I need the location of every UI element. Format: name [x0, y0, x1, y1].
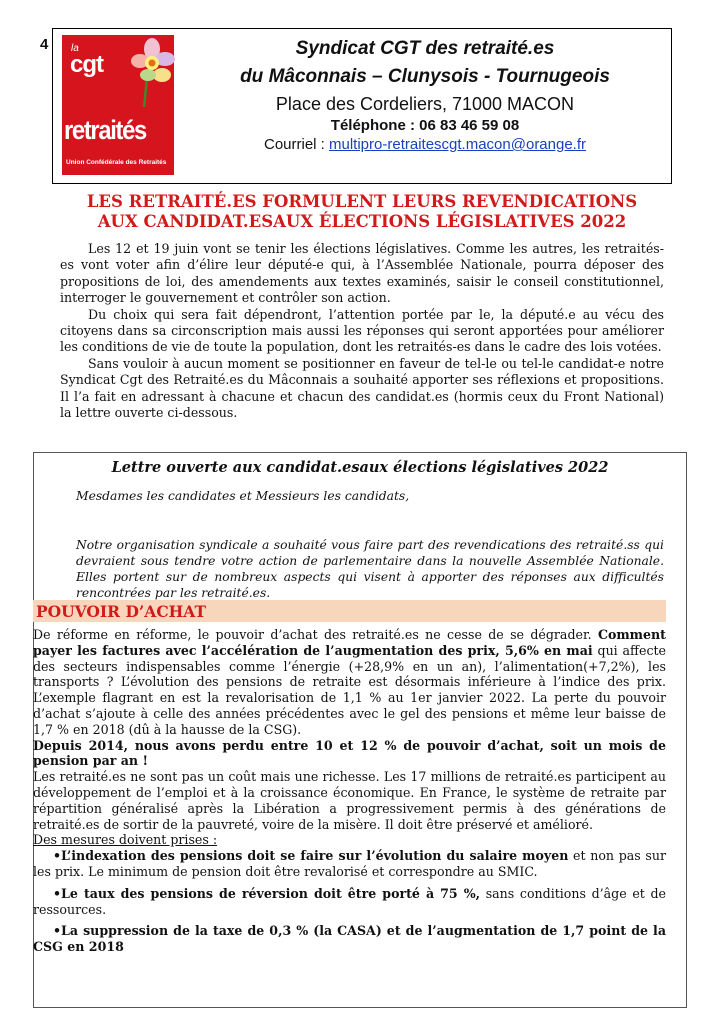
- measure-bullet-3: [33, 923, 666, 955]
- header-address: Place des Cordeliers, 71000 MACON: [275, 94, 575, 114]
- letter-title: Lettre ouverte aux candidat.esaux élections législatives 2022: [111, 459, 609, 476]
- p1-text-a: De réforme en réforme, le pouvoir d’achat des retraité.es ne cesse de se dégrader.: [33, 627, 598, 642]
- header-phone: Téléphone : 06 83 46 59 08: [330, 117, 520, 134]
- lost-purchasing-power: [33, 738, 666, 770]
- letter-salutation: Mesdames les candidates et Messieurs les candidats,: [76, 489, 410, 503]
- letter-paragraph: [76, 521, 664, 601]
- b3-bold: •La suppression de la taxe de 0,3 % (la CASA) et de l’augmentation de 1,7 point de la CSG en 2018: [33, 923, 666, 955]
- b2-rest: sans conditions d’âge et de ressources.: [33, 885, 667, 917]
- section-heading: POUVOIR D’ACHAT: [36, 602, 207, 621]
- b1-bold: •L’indexation des pensions doit se faire sur l’évolution du salaire moyen: [53, 848, 569, 864]
- page-title-line-1: LES RETRAITÉ.ES FORMULENT LEURS REVENDICATIONS: [86, 192, 638, 211]
- section-body: [33, 627, 666, 955]
- header-line-2: du Mâconnais – Clunysois - Tournugeois: [240, 66, 610, 87]
- logo-union: Union Confédérale des Retraités: [66, 159, 167, 166]
- b2-bold: •Le taux des pensions de réversion doit être porté à 75 %,: [53, 885, 481, 901]
- b1-rest: et non pas sur les prix. Le minimum de pension doit être revalorisé et correspondre au SMIC.: [33, 848, 666, 879]
- p1-text-c: qui affecte des secteurs indispensables comme l’énergie (+28,9% en un an), l’alimentation(+7,2%), les transports ? L’évolution des pensions de retraite est désormais inférieure à l’indice des prix. L’exemple flagrant en est la revalorisation de 1,1 % au 1er janvier 2022. La perte du pouvoir d’achat s’ajoute à celle des années précédentes avec le gel des pensions et même leur baisse de 1,7 % en 2018 (dû à la hausse de la CSG).: [33, 642, 667, 737]
- measures-text: Des mesures doivent prises :: [33, 832, 218, 848]
- measure-bullet-1: [33, 848, 666, 880]
- header-email-line: [180, 136, 670, 153]
- intro-paragraph-3: Sans vouloir à aucun moment se positionner en faveur de tel-le ou tel-le candidat-e notre Syndicat Cgt des Retraité.es du Mâconnais a souhaité apporter ses réflexions et propositions. Il l’a fait en adressant à chacune et chacun des candidat.es (hormis ceux du Front National) la lettre ouverte ci-dessous.: [60, 355, 664, 421]
- p2-text-bold: Depuis 2014, nous avons perdu entre 10 et 12 % de pouvoir d’achat, soit un mois de pension par an !: [33, 737, 666, 769]
- retirees-wealth-paragraph: Les retraité.es ne sont pas un coût mais une richesse. Les 17 millions de retraité.es participent au développement de l’emploi et à la croissance économique. En France, le système de retraite par répartition généralisé après la Libération a progressivement permis à des générations de retraité.es de sortir de la pauvreté, voire de la misère. Il doit être préservé et amélioré.: [33, 769, 666, 832]
- logo-la: la: [71, 43, 79, 54]
- cgt-retraites-logo: [62, 35, 174, 175]
- header-line-1: Syndicat CGT des retraité.es: [295, 38, 555, 59]
- page-number: 4: [40, 36, 49, 53]
- email-label: Courriel :: [263, 136, 330, 153]
- logo-retraites: retraités: [64, 115, 146, 145]
- logo-cgt: cgt: [70, 51, 103, 78]
- letter-paragraph-text: Notre organisation syndicale a souhaité vous faire part des revendications des retraité.ss qui devraient sous tendre votre action de parlementaire dans la nouvelle Assemblée Nationale. Elles portent sur de nombreux aspects qui visent à apporter des réponses aux difficultés rencontrées par les retraité.es.: [76, 538, 664, 600]
- intro-paragraph-2: Du choix qui sera fait dépendront, l’attention portée par le, la député.e au vécu des citoyens dans sa circonscription mais aussi les réponses qui seront apportées pour améliorer les conditions de vie de toute la population, dont les retraités-es dans le cadre des lois votées.: [60, 306, 664, 355]
- intro-text: [60, 241, 664, 421]
- page-title-line-2: AUX CANDIDAT.ESAUX ÉLECTIONS LÉGISLATIVES 2022: [97, 212, 627, 231]
- flower-icon: [122, 37, 176, 107]
- intro-paragraph-1: Les 12 et 19 juin vont se tenir les élections législatives. Comme les autres, les retraités-es vont voter afin d’élire leur député-e qui, à l’Assemblée Nationale, pourra déposer des propositions de loi, des amendements aux textes examinés, saisir le conseil constitutionnel, interroger le gouvernement et contrôler son action.: [60, 241, 664, 306]
- p1-text-bold: Comment payer les factures avec l’accélération de l’augmentation des prix, 5,6% en mai: [33, 627, 666, 658]
- email-link[interactable]: multipro-retraitescgt.macon@orange.fr: [329, 136, 587, 153]
- measure-bullet-2: [33, 886, 666, 918]
- measures-heading: [33, 832, 666, 848]
- section-heading-bar: [33, 600, 666, 622]
- purchasing-power-paragraph: [33, 627, 666, 738]
